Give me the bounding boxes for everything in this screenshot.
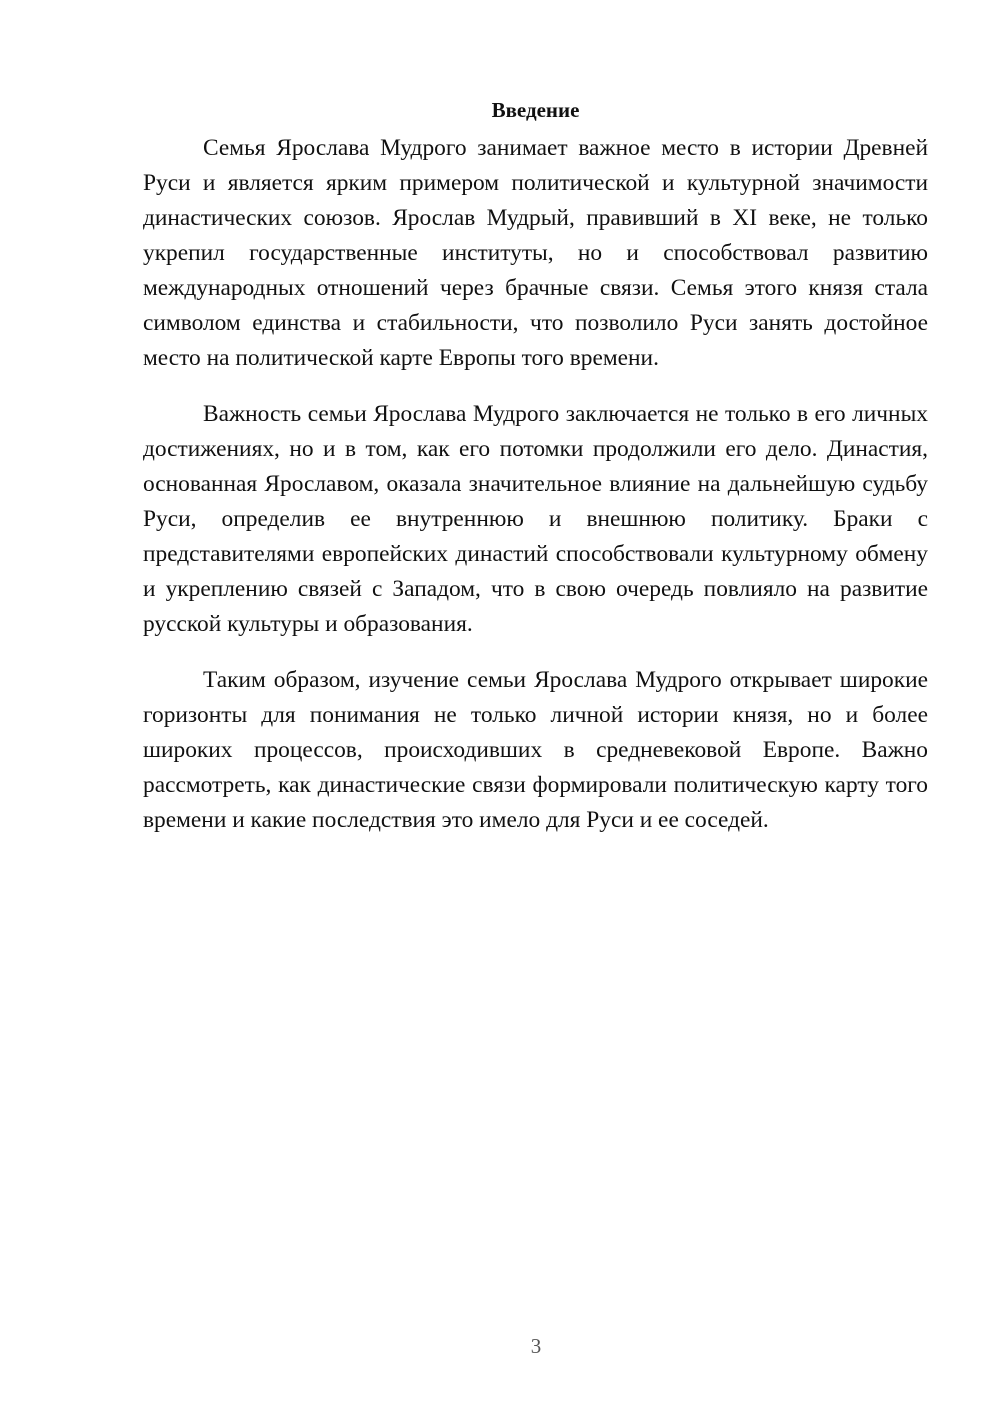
page-number: 3: [530, 1334, 542, 1358]
paragraph-1: Семья Ярослава Мудрого занимает важное место в истории Древней Руси и является ярким примером политической и культурной значимости династических союзов. Ярослав Мудрый, правивший в XI веке, не только укрепил государственные институты, но и способствовал развитию международных отношений через брачные связи. Семья этого князя стала символом единства и стабильности, что позволило Руси занять достойное место на политической карте Европы того времени.: [143, 135, 928, 371]
page-content: [143, 95, 928, 859]
paragraph-2: Важность семьи Ярослава Мудрого заключается не только в его личных достижениях, но и в том, как его потомки продолжили его дело. Династия, основанная Ярославом, оказала значительное влияние на дальнейшую судьбу Руси, определив ее внутреннюю и внешнюю политику. Браки с представителями европейских династий способствовали культурному обмену и укреплению связей с Западом, что в свою очередь повлияло на развитие русской культуры и образования.: [143, 401, 928, 637]
paragraph-3: Таким образом, изучение семьи Ярослава Мудрого открывает широкие горизонты для понимания не только личной истории князя, но и более широких процессов, происходивших в средневековой Европе. Важно рассмотреть, как династические связи формировали политическую карту того времени и какие последствия это имело для Руси и ее соседей.: [143, 667, 928, 833]
section-title: Введение: [491, 98, 580, 122]
